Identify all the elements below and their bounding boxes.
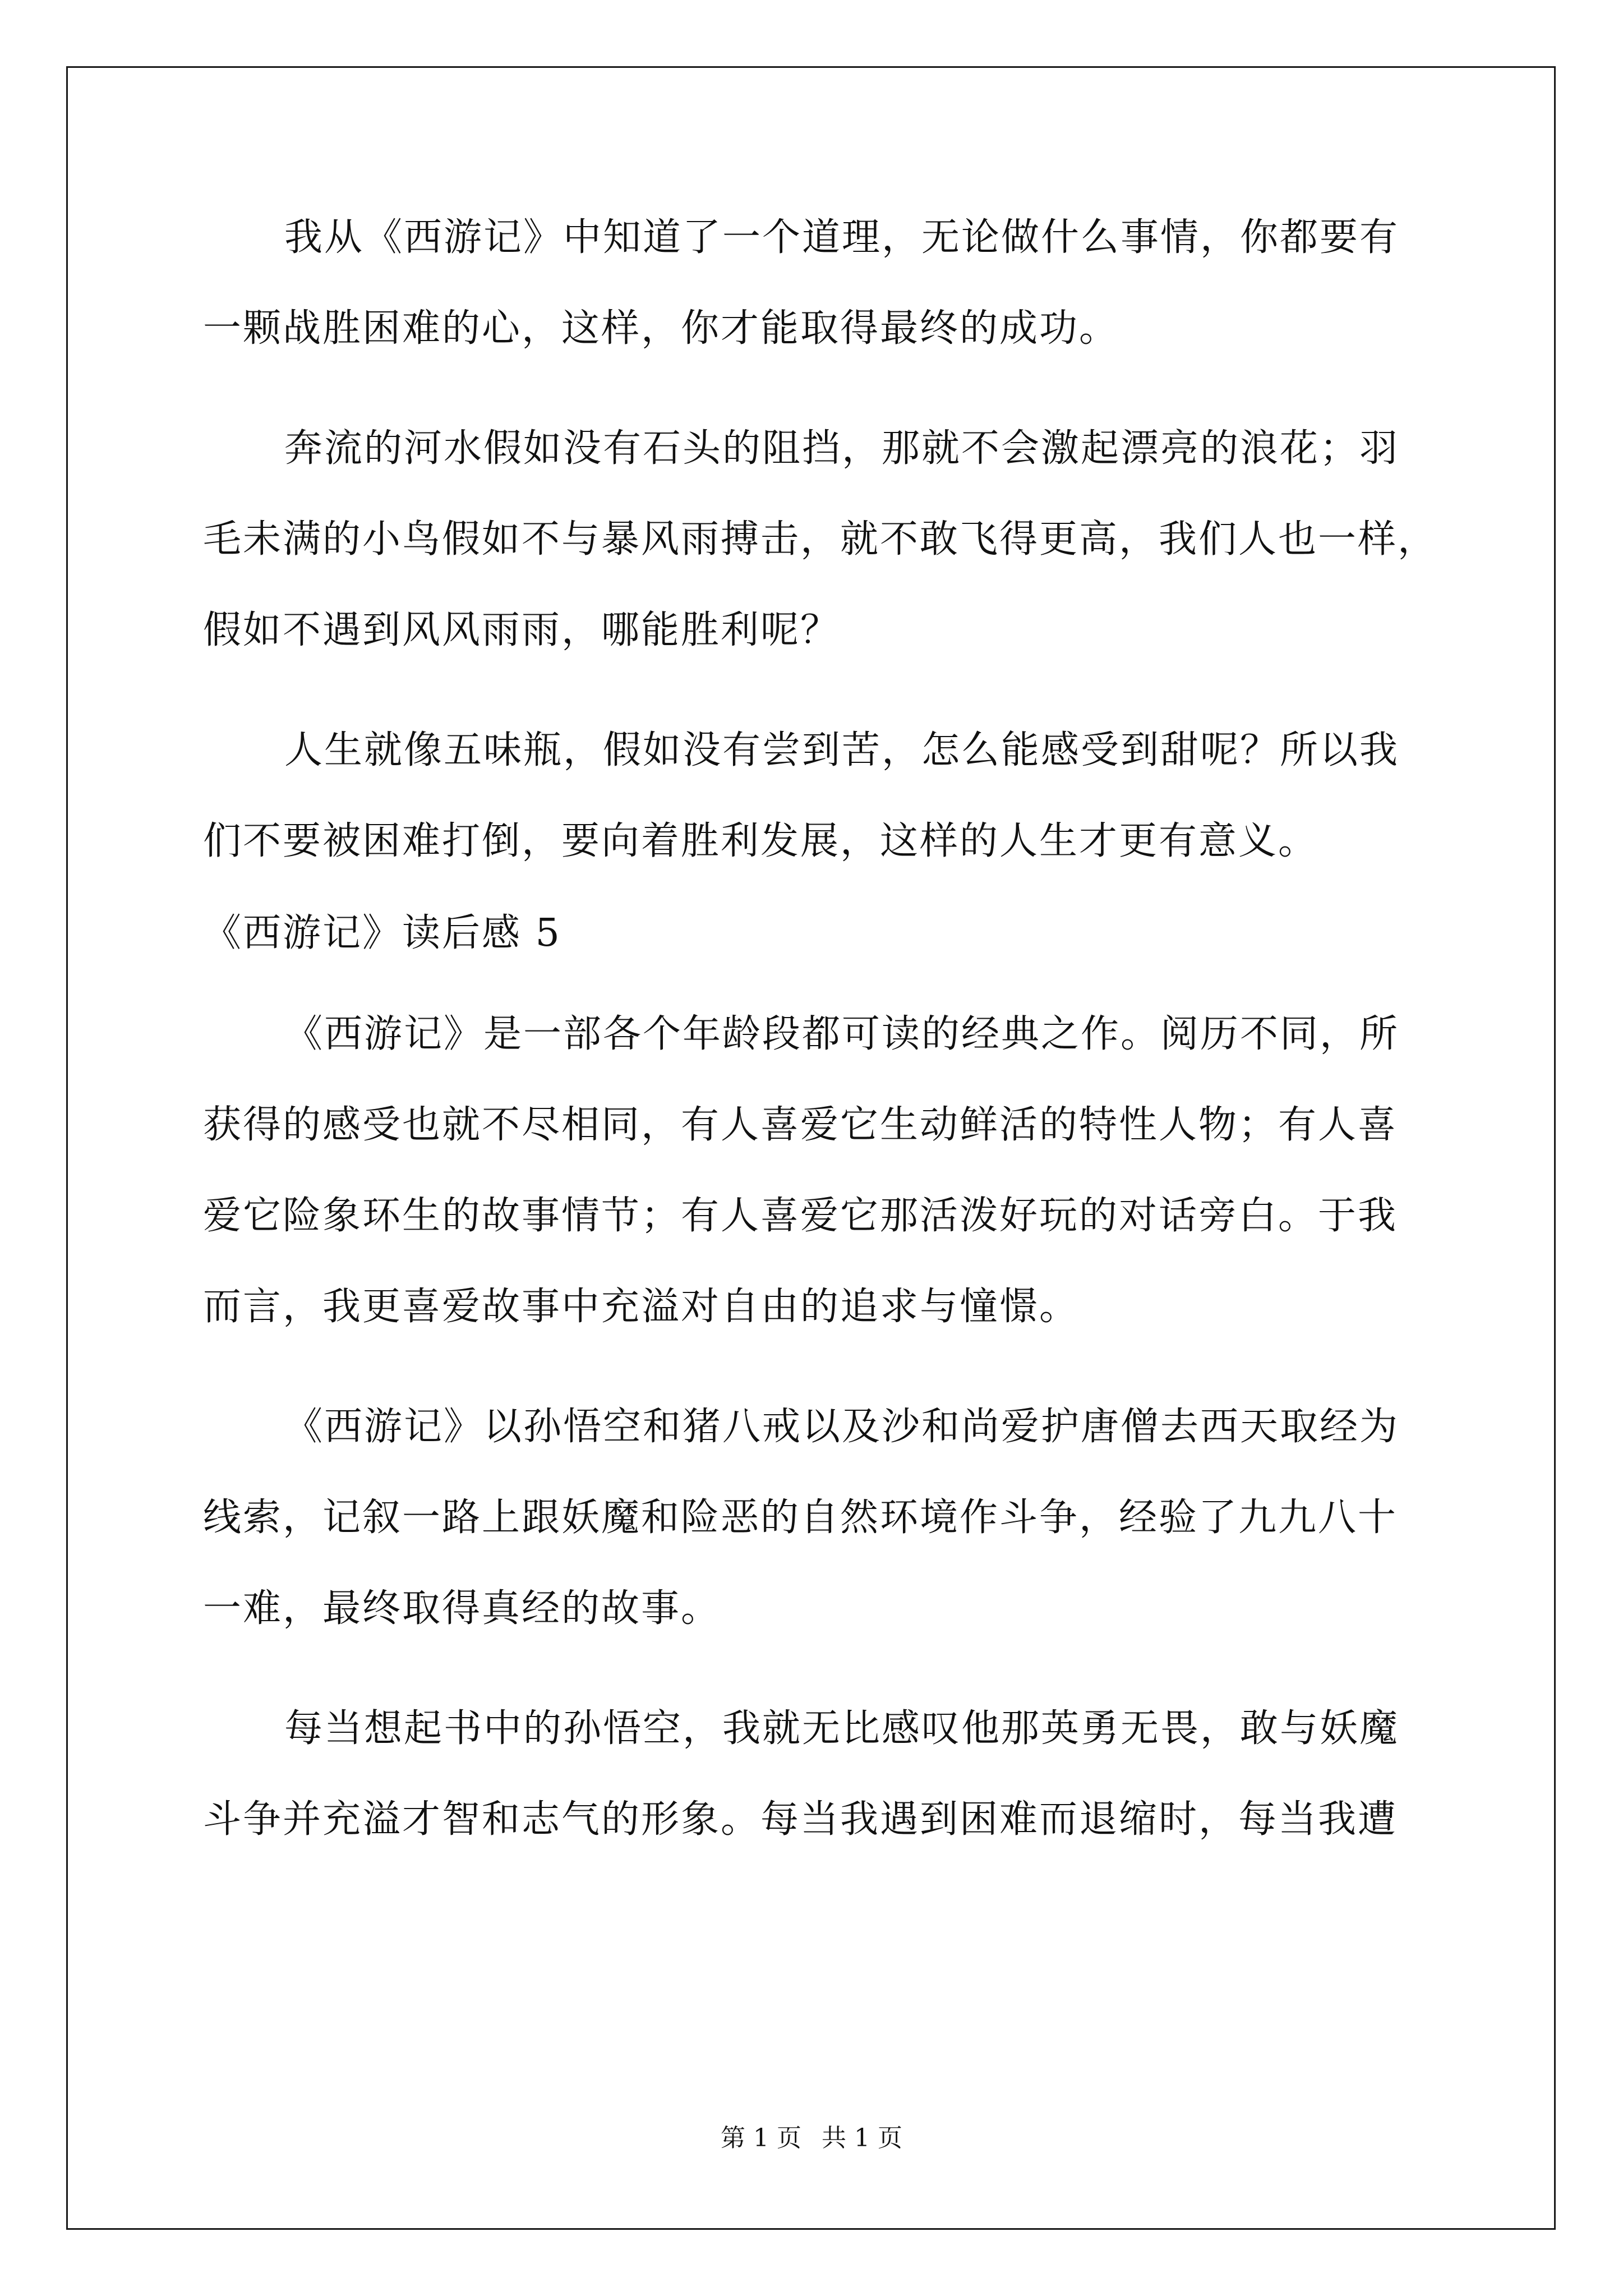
text-line: 一颗战胜困难的心，这样，你才能取得最终的成功。 (203, 306, 1119, 351)
page-number: 第 1 页 (721, 2124, 801, 2152)
page-footer (0, 2126, 1623, 2151)
text-line: 奔流的河水假如没有石头的阻挡，那就不会激起漂亮的浪花；羽 (284, 426, 1400, 471)
text-line: 《西游记》是一部各个年龄段都可读的经典之作。阅历不同，所 (284, 1012, 1400, 1056)
page-total: 共 1 页 (822, 2124, 902, 2152)
text-line: 线索，记叙一路上跟妖魔和险恶的自然环境作斗争，经验了九九八十 (203, 1496, 1398, 1540)
text-line: 人生就像五味瓶，假如没有尝到苦，怎么能感受到甜呢？所以我 (284, 728, 1400, 772)
text-line: 每当想起书中的孙悟空，我就无比感叹他那英勇无畏，敢与妖魔 (284, 1706, 1400, 1751)
page-border (66, 66, 1556, 2230)
text-line: 而言，我更喜爱故事中充溢对自由的追求与憧憬。 (203, 1285, 1080, 1329)
text-line: 获得的感受也就不尽相同，有人喜爱它生动鲜活的特性人物；有人喜 (203, 1103, 1398, 1147)
text-line: 们不要被困难打倒，要向着胜利发展，这样的人生才更有意义。 (203, 819, 1318, 863)
section-heading: 《西游记》读后感 5 (203, 911, 561, 955)
text-line: 我从《西游记》中知道了一个道理，无论做什么事情，你都要有 (284, 215, 1400, 260)
text-line: 爱它险象环生的故事情节；有人喜爱它那活泼好玩的对话旁白。于我 (203, 1194, 1398, 1238)
text-line: 假如不遇到风风雨雨，哪能胜利呢？ (203, 608, 841, 652)
text-line: 一难，最终取得真经的故事。 (203, 1586, 721, 1631)
text-line: 《西游记》以孙悟空和猪八戒以及沙和尚爱护唐僧去西天取经为 (284, 1405, 1400, 1449)
text-line: 毛未满的小鸟假如不与暴风雨搏击，就不敢飞得更高，我们人也一样， (203, 517, 1438, 562)
text-line: 斗争并充溢才智和志气的形象。每当我遇到困难而退缩时，每当我遭 (203, 1797, 1398, 1842)
